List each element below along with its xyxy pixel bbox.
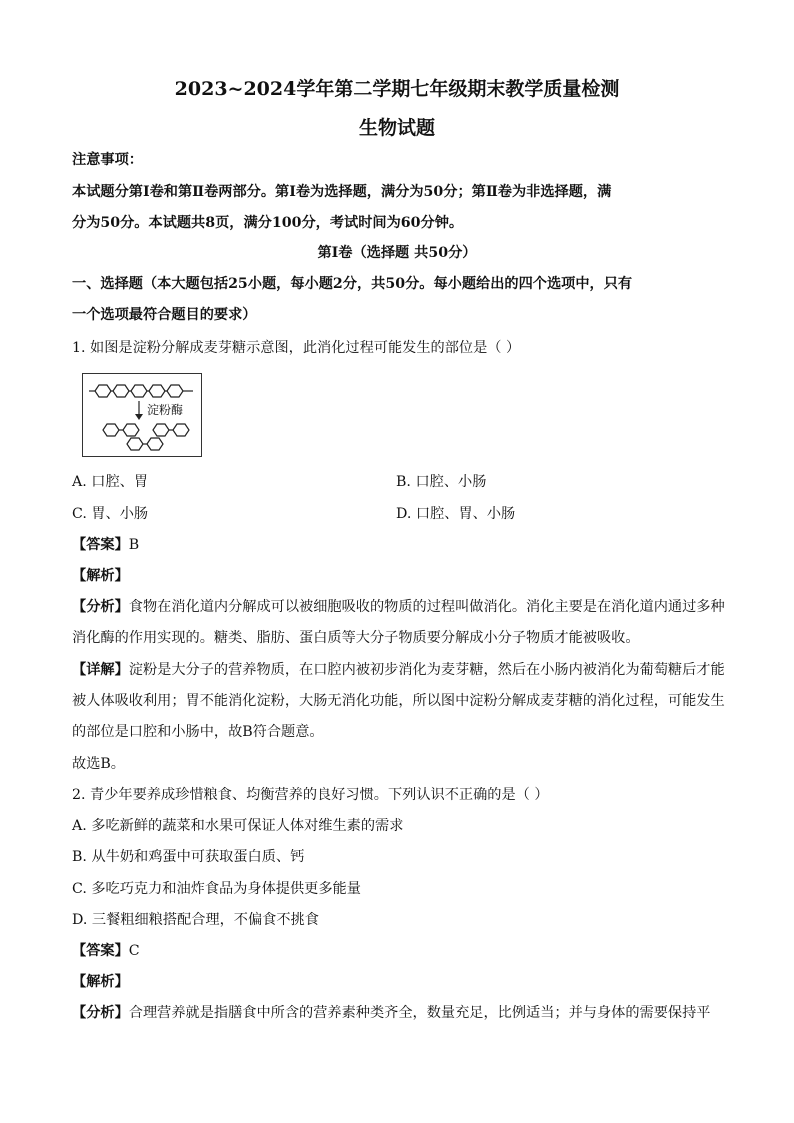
- q1-fenxi-line-1: [72, 597, 724, 617]
- q1-option-c: C. 胃、小肠: [72, 506, 149, 522]
- answer-tag: 【答案】: [72, 943, 129, 959]
- q1-detail-line-2: 被人体吸收利用；胃不能消化淀粉，大肠无消化功能，所以图中淀粉分解成麦芽糖的消化过程，可能发生: [72, 693, 725, 709]
- q1-option-d: D. 口腔、胃、小肠: [396, 506, 516, 522]
- exam-subtitle: 生物试题: [358, 117, 435, 139]
- fenxi-tag: 【分析】: [72, 599, 129, 615]
- q2-option-c: C. 多吃巧克力和油炸食品为身体提供更多能量: [72, 881, 361, 897]
- section-title: 第Ⅰ卷（选择题 共50分）: [317, 245, 477, 261]
- fenxi-tag: 【分析】: [72, 1005, 129, 1021]
- q1-detail-line-1: [72, 660, 724, 680]
- notice-heading: 注意事项：: [72, 152, 143, 168]
- analysis-tag: 【解析】: [72, 568, 129, 584]
- notice-line-2: 分为50分。本试题共8页，满分100分，考试时间为60分钟。: [72, 215, 464, 231]
- answer-value: B: [128, 537, 140, 553]
- q2-answer: [72, 941, 724, 961]
- q1-conclusion: 故选B。: [72, 756, 125, 772]
- q1-stem: 1. 如图是淀粉分解成麦芽糖示意图，此消化过程可能发生的部位是（ ）: [72, 340, 521, 356]
- q2-option-b: B. 从牛奶和鸡蛋中可获取蛋白质、钙: [72, 849, 305, 865]
- detail-tag: 【详解】: [72, 662, 129, 678]
- fenxi-text: 食物在消化道内分解成可以被细胞吸收的物质的过程叫做消化。消化主要是在消化道内通过多种: [128, 599, 725, 615]
- starch-digestion-figure: [82, 373, 202, 457]
- starch-chain-diagram: [83, 374, 203, 458]
- analysis-tag: 【解析】: [72, 974, 129, 990]
- fenxi-text: 合理营养就是指膳食中所含的营养素种类齐全，数量充足，比例适当；并与身体的需要保持平: [128, 1005, 711, 1021]
- q1-option-a: A. 口腔、胃: [72, 474, 149, 490]
- q2-option-d: D. 三餐粗细粮搭配合理，不偏食不挑食: [72, 912, 319, 928]
- answer-tag: 【答案】: [72, 537, 129, 553]
- q1-detail-line-3: 的部位是口腔和小肠中，故B符合题意。: [72, 724, 324, 740]
- section-instruction-2: 一个选项最符合题目的要求）: [72, 307, 257, 323]
- detail-text: 淀粉是大分子的营养物质，在口腔内被初步消化为麦芽糖，然后在小肠内被消化为葡萄糖后才能: [128, 662, 725, 678]
- section-instruction-1: 一、选择题（本大题包括25小题，每小题2分，共50分。每小题给出的四个选项中，只有: [72, 276, 633, 292]
- answer-value: C: [128, 943, 140, 959]
- q2-analysis-heading: [72, 972, 724, 992]
- q1-fenxi-line-2: 消化酶的作用实现的。糖类、脂肪、蛋白质等大分子物质要分解成小分子物质才能被吸收。: [72, 630, 640, 646]
- q2-fenxi-line-1: [72, 1003, 724, 1023]
- exam-title: 2023~2024学年第二学期七年级期末教学质量检测: [174, 78, 620, 100]
- q1-answer: [72, 535, 724, 555]
- q1-analysis-heading: [72, 566, 724, 586]
- enzyme-label: 淀粉酶: [147, 403, 184, 417]
- q2-stem: 2. 青少年要养成珍惜粮食、均衡营养的良好习惯。下列认识不正确的是（ ）: [72, 787, 549, 803]
- q1-option-b: B. 口腔、小肠: [396, 474, 487, 490]
- q2-option-a: A. 多吃新鲜的蔬菜和水果可保证人体对维生素的需求: [72, 818, 404, 834]
- notice-line-1: 本试题分第Ⅰ卷和第Ⅱ卷两部分。第Ⅰ卷为选择题，满分为50分；第Ⅱ卷为非选择题，满: [72, 184, 612, 200]
